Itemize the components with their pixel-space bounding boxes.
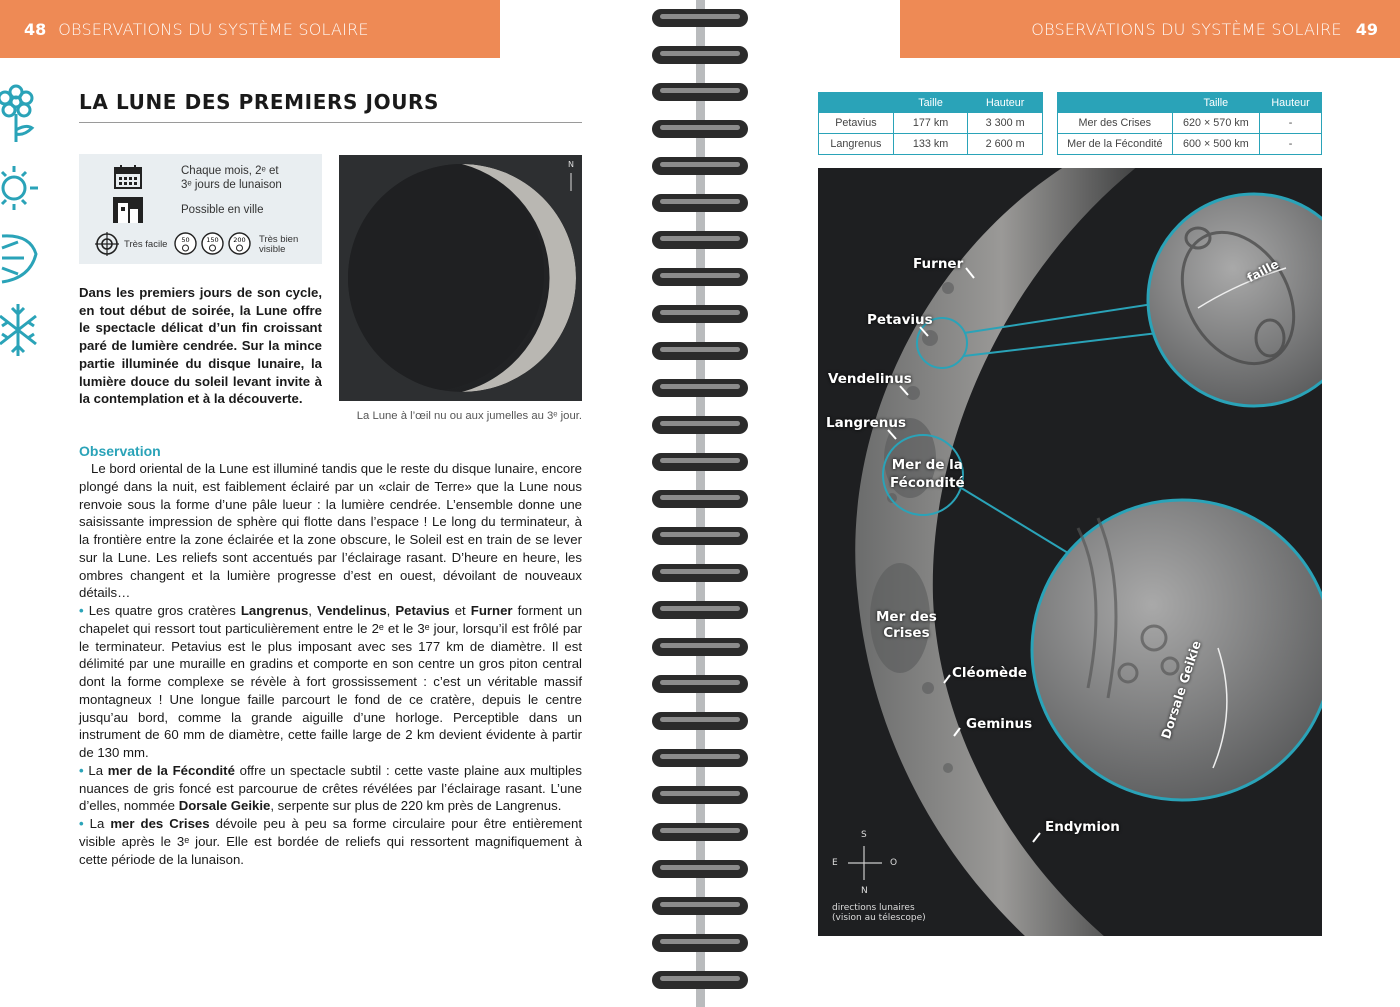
crescent-moon-image — [339, 155, 582, 401]
label-furner: Furner — [913, 256, 964, 272]
observation-body — [79, 460, 582, 868]
compass-n: N — [861, 886, 868, 896]
bullet-crises: • La mer des Crises dévoile peu à peu sa forme circulaire pour être entièrement visible après le 3ᵉ jour. Elle est bordée de reliefs qui ressortent magnifiquement à cette période de la lunaison. — [79, 816, 582, 867]
spiral-coil-highlight — [660, 495, 740, 500]
spiral-coil-highlight — [660, 865, 740, 870]
spiral-coil-highlight — [660, 754, 740, 759]
spiral-binding — [648, 0, 752, 1007]
spiral-coil-highlight — [660, 717, 740, 722]
table-row: Langrenus 133 km 2 600 m — [819, 134, 1043, 155]
compass-o: O — [890, 858, 898, 868]
spiral-coil-highlight — [660, 310, 740, 315]
flower-icon — [0, 84, 40, 144]
header-band-right — [900, 0, 1400, 58]
compass-legend: directions lunaires (vision au télescope) — [832, 903, 926, 923]
spiral-coil-highlight — [660, 643, 740, 648]
magnification-badges — [174, 232, 251, 255]
observation-heading: Observation — [79, 443, 161, 459]
spiral-coil-highlight — [660, 606, 740, 611]
snowflake-icon — [0, 300, 40, 360]
spiral-coil-highlight — [660, 680, 740, 685]
magnification-50-icon — [174, 232, 197, 255]
table-row: Mer des Crises 620 × 570 km - — [1058, 113, 1322, 134]
spiral-coil-highlight — [660, 236, 740, 241]
info-box — [79, 154, 322, 264]
intro-paragraph: Dans les premiers jours de son cycle, en tout début de soirée, la Lune offre le spectacle délicat d’un fin croissant paré de lumière cendrée. Sur la mince partie illuminée du disque lunaire, la lumière douce du soleil levant invite à la contemplation et à la découverte. — [79, 285, 322, 407]
page-number-right: 49 — [1355, 19, 1378, 39]
running-title-left: OBSERVATIONS DU SYSTÈME SOLAIRE — [58, 19, 369, 39]
label-endymion: Endymion — [1045, 819, 1120, 835]
seas-table — [1057, 92, 1322, 155]
magnification-150-icon — [201, 232, 224, 255]
table-header-row: Taille Hauteur — [1058, 93, 1322, 113]
calendar-icon — [113, 164, 143, 190]
moon-photo — [339, 155, 582, 401]
label-cleomede: Cléomède — [952, 665, 1028, 681]
header-band-left — [0, 0, 500, 58]
spiral-coil-highlight — [660, 14, 740, 19]
label-vendelinus: Vendelinus — [828, 371, 912, 387]
compass-rose — [848, 846, 882, 880]
spiral-coil-highlight — [660, 458, 740, 463]
table-row: Mer de la Fécondité 600 × 500 km - — [1058, 134, 1322, 155]
info-city: Possible en ville — [181, 204, 264, 216]
label-geminus: Geminus — [966, 716, 1033, 732]
moon-detail-map — [818, 168, 1322, 936]
spiral-coil-highlight — [660, 347, 740, 352]
spiral-coil-highlight — [660, 569, 740, 574]
spiral-coil-highlight — [660, 384, 740, 389]
spiral-coil-highlight — [660, 902, 740, 907]
table-header-row: Taille Hauteur — [819, 93, 1043, 113]
label-dorsale-geikie: Dorsale Geikie — [1158, 638, 1204, 741]
paragraph-1: Le bord oriental de la Lune est illuminé tandis que le reste du disque lunaire, encore plongé dans la nuit, est faiblement éclairé par un «clair de Terre» que la Lune nous renvoie sous la forme d’une pâle lueur : la lumière cendrée. L’ensemble donne une saisissante impression de sphère qui flotte dans l’espace ! Le long du terminateur, à la frontière entre la zone éclairée et la zone obscure, le Soleil est en train de se lever sur la Lune. Les reliefs sont accentués par l’éclairage rasant. D’heure en heure, les ombres changent et la lumière progresse d’est en ouest, dévoilant de nouveaux détails… — [79, 461, 582, 601]
photo-caption: La Lune à l’œil nu ou aux jumelles au 3ᵉ jour. — [356, 410, 582, 422]
svg-text:150: 150 — [206, 236, 219, 244]
label-faille: faille — [1244, 256, 1282, 286]
spiral-coil-highlight — [660, 88, 740, 93]
spiral-coil-highlight — [660, 125, 740, 130]
spiral-coil-highlight — [660, 939, 740, 944]
svg-text:200: 200 — [233, 236, 246, 244]
sun-icon — [0, 158, 40, 218]
running-title-right: OBSERVATIONS DU SYSTÈME SOLAIRE — [1031, 19, 1342, 39]
bullet-craters: • Les quatre gros cratères Langrenus, Vendelinus, Petavius et Furner forment un chapelet qui ressort tout particulièrement entre le 2ᵉ et le 3ᵉ jour, lorsqu’il est frôlé par le terminateur. Petavius est le plus imposant avec ses 177 km de diamètre. Il est délimité par une muraille en gradins et comporte en son centre un gros piton central dont la forme complexe se révèle à fort grossissement : c’est un véritable massif montagneux ! Une longue faille parcourt le fond de ce cratère, depuis le centre jusqu’au bord, comme la grande aiguille d’une horloge. Perceptible dans un instrument de 60 mm de diamètre, cette faille large de 2 km devient évidente à partir de 130 mm. — [79, 603, 583, 760]
table-row: Petavius 177 km 3 300 m — [819, 113, 1043, 134]
info-visibility: Très bien visible — [259, 234, 299, 255]
info-when: Chaque mois, 2ᵉ et 3ᵉ jours de lunaison — [181, 165, 282, 191]
city-icon — [113, 197, 143, 223]
craters-table — [818, 92, 1043, 155]
compass-e: E — [832, 858, 838, 868]
label-petavius: Petavius — [867, 312, 933, 328]
spiral-coil-highlight — [660, 828, 740, 833]
title-divider — [79, 122, 582, 123]
photo-north-label: N — [568, 160, 574, 169]
target-icon — [95, 232, 119, 256]
spiral-coil-highlight — [660, 532, 740, 537]
spiral-coil-highlight — [660, 51, 740, 56]
spiral-coil-highlight — [660, 273, 740, 278]
spiral-coil-highlight — [660, 162, 740, 167]
article-title: LA LUNE DES PREMIERS JOURS — [79, 90, 440, 114]
leaf-icon — [0, 228, 40, 288]
page-number-left: 48 — [24, 19, 47, 39]
spiral-coil-highlight — [660, 791, 740, 796]
spiral-coil-highlight — [660, 976, 740, 981]
svg-text:50: 50 — [181, 236, 190, 244]
compass-s: S — [861, 830, 867, 840]
info-difficulty: Très facile — [124, 239, 168, 250]
magnification-200-icon — [228, 232, 251, 255]
label-crises: Mer des Crises — [876, 609, 937, 641]
label-fecondite: Mer de la Fécondité — [890, 457, 965, 491]
spiral-coil-highlight — [660, 421, 740, 426]
label-langrenus: Langrenus — [826, 415, 907, 431]
bullet-fecondite: • La mer de la Fécondité offre un spectacle subtil : cette vaste plaine aux multiples nuances de gris foncé est parcourue de crêtes révélées par l’éclairage rasant. L’une d’elles, nommée Dorsale Geikie, serpente sur plus de 220 km près de Langrenus. — [79, 762, 582, 814]
spiral-coil-highlight — [660, 199, 740, 204]
